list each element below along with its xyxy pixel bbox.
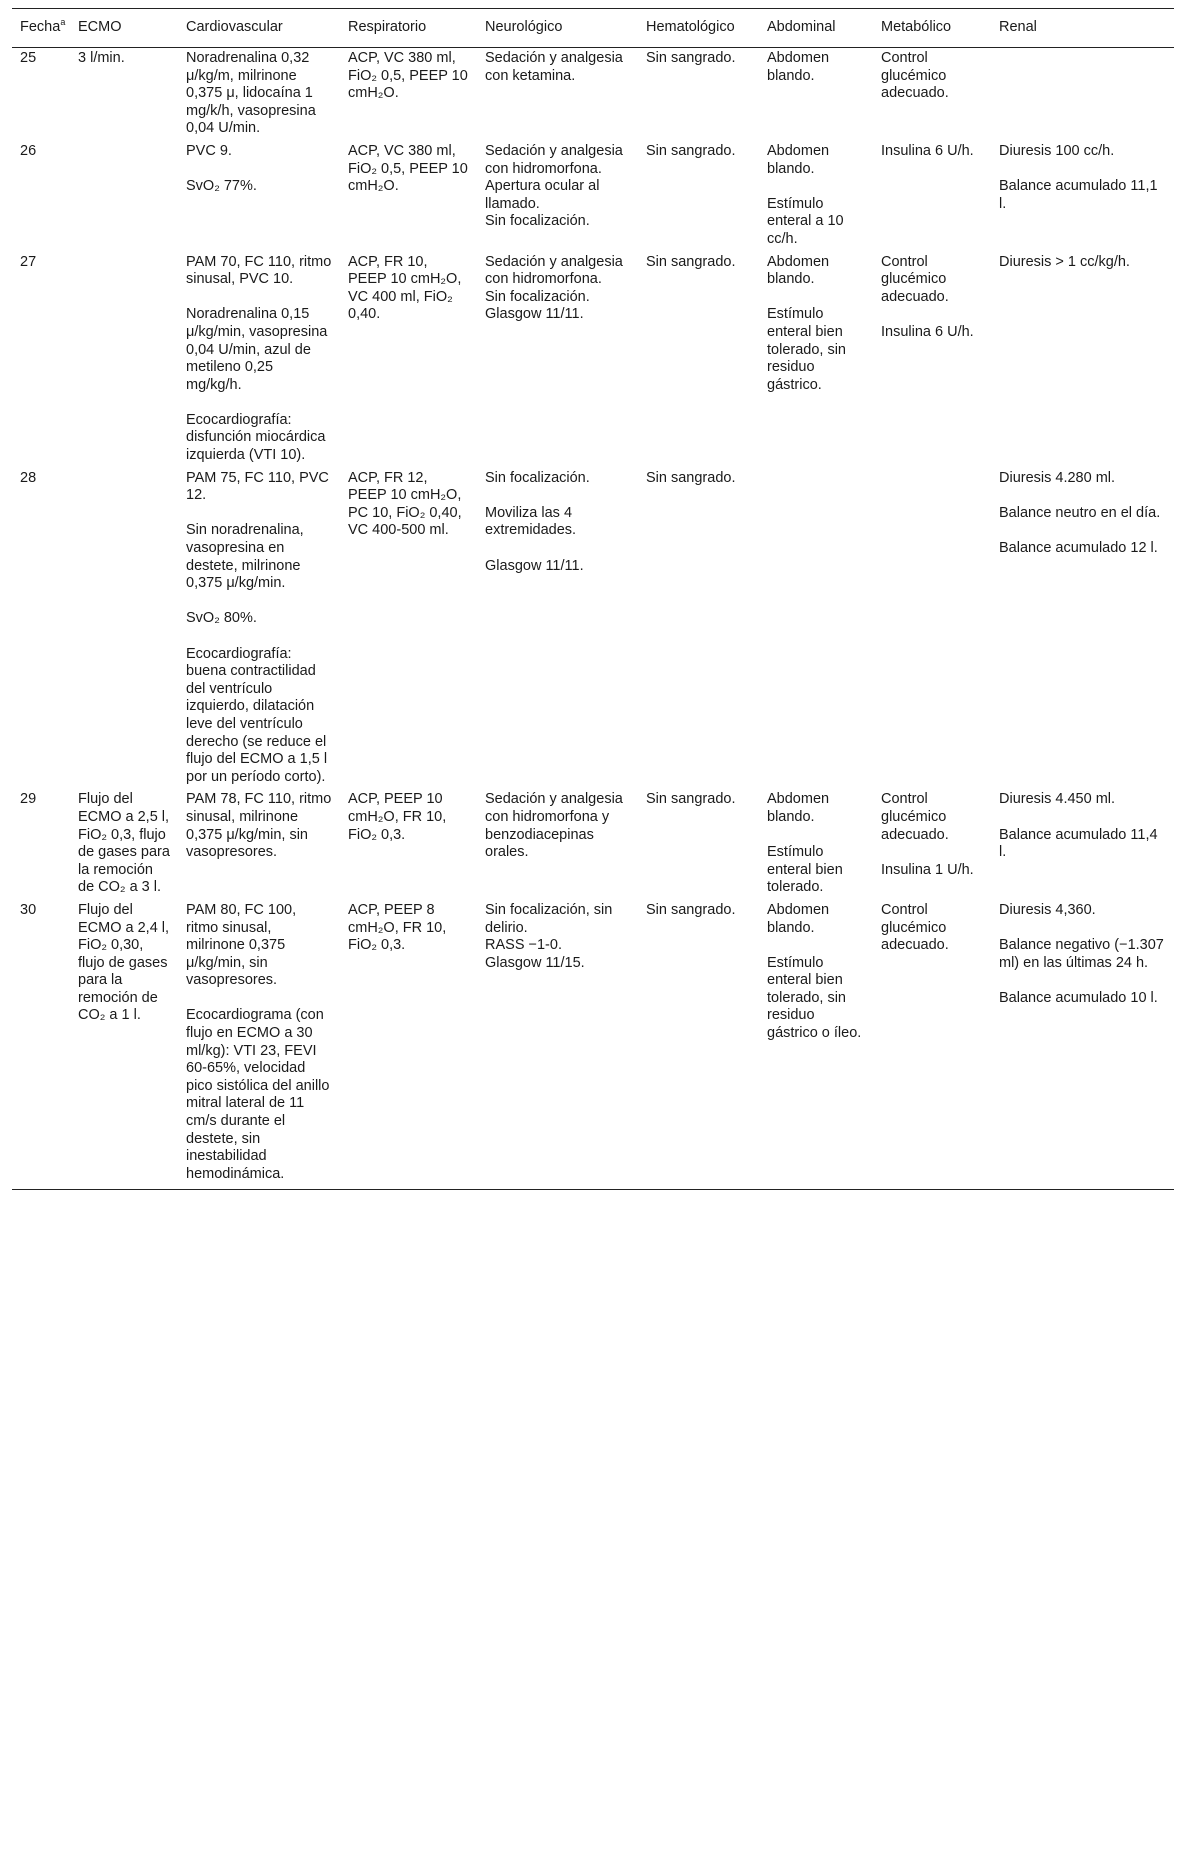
cell-respiratorio: ACP, VC 380 ml, FiO₂ 0,5, PEEP 10 cmH₂O. — [348, 50, 468, 102]
header-row — [12, 9, 1174, 48]
cell-hematologico: Sin sangrado. — [646, 142, 736, 159]
cell-abdominal: Abdomen blando. Estímulo enteral a 10 cc/h. — [767, 142, 844, 247]
cell-metabolico: Control glucémico adecuado. — [881, 50, 949, 102]
header-fecha-label: Fecha — [20, 19, 61, 36]
cell-abdominal: Abdomen blando. Estímulo enteral bien tolerado, sin residuo gástrico. — [767, 253, 846, 393]
cell-renal — [991, 48, 1174, 141]
header-cardiovascular: Cardiovascular — [178, 9, 340, 48]
header-hematologico: Hematológico — [638, 9, 759, 48]
table-body — [12, 48, 1174, 1190]
cell-fecha: 26 — [20, 142, 37, 159]
cell-renal: Diuresis 4.280 ml. Balance neutro en el día. Balance acumulado 12 l. — [999, 469, 1161, 557]
header-fecha — [12, 9, 70, 48]
cell-respiratorio: ACP, PEEP 8 cmH₂O, FR 10, FiO₂ 0,3. — [340, 900, 477, 1190]
cell-metabolico — [873, 468, 991, 790]
cell-cardiovascular: PVC 9. SvO₂ 77%. — [186, 142, 257, 195]
table-row — [12, 789, 1174, 900]
table-row — [12, 48, 1174, 141]
header-abdominal: Abdominal — [759, 9, 873, 48]
cell-fecha: 30 — [12, 900, 70, 1190]
cell-ecmo: Flujo del ECMO a 2,5 l, FiO₂ 0,3, flujo de gases para la remoción de CO₂ a 3 l. — [78, 791, 170, 896]
cell-hematologico: Sin sangrado. — [638, 900, 759, 1190]
cell-hematologico: Sin sangrado. — [646, 791, 736, 808]
cell-abdominal: Abdomen blando. — [767, 50, 830, 84]
table-row — [12, 141, 1174, 252]
cell-fecha: 27 — [20, 253, 37, 270]
cell-fecha: 28 — [20, 469, 37, 486]
header-renal: Renal — [991, 9, 1174, 48]
table-row — [12, 468, 1174, 790]
cell-hematologico: Sin sangrado. — [646, 469, 736, 486]
header-fecha-footnote: a — [60, 17, 66, 28]
cell-abdominal: Abdomen blando. Estímulo enteral bien tolerado, sin residuo gástrico o íleo. — [759, 900, 873, 1190]
cell-fecha: 29 — [20, 791, 37, 808]
table-header — [12, 9, 1174, 48]
cell-metabolico: Control glucémico adecuado. — [873, 900, 991, 1190]
cell-renal: Diuresis 4,360. Balance negativo (−1.307 ml) en las últimas 24 h. Balance acumulado 10 l. — [991, 900, 1174, 1190]
cell-ecmo: Flujo del ECMO a 2,4 l, FiO₂ 0,30, flujo de gases para la remoción de CO₂ a 1 l. — [70, 900, 178, 1190]
cell-hematologico: Sin sangrado. — [646, 253, 736, 270]
clinical-evolution-table — [12, 8, 1174, 1190]
cell-ecmo: 3 l/min. — [78, 50, 125, 66]
header-metabolico: Metabólico — [873, 9, 991, 48]
cell-neurologico: Sin focalización, sin delirio. RASS −1-0. Glasgow 11/15. — [477, 900, 638, 1190]
header-neurologico: Neurológico — [477, 9, 638, 48]
cell-neurologico: Sin focalización. Moviliza las 4 extremidades. Glasgow 11/11. — [485, 469, 590, 574]
cell-respiratorio: ACP, FR 10, PEEP 10 cmH₂O, VC 400 ml, FiO₂ 0,40. — [348, 253, 462, 323]
header-ecmo: ECMO — [70, 9, 178, 48]
cell-ecmo — [70, 252, 178, 468]
cell-metabolico: Control glucémico adecuado. Insulina 1 U/h. — [881, 791, 974, 878]
cell-abdominal — [759, 468, 873, 790]
cell-cardiovascular: PAM 70, FC 110, ritmo sinusal, PVC 10. Noradrenalina 0,15 μ/kg/min, vasopresina 0,04 U/min, azul de metileno 0,25 mg/kg/h. Ecocardiografía: disfunción miocárdica izquierda (VTI 10). — [186, 253, 332, 464]
cell-renal: Diuresis 4.450 ml. Balance acumulado 11,4 l. — [999, 791, 1158, 861]
header-respiratorio: Respiratorio — [340, 9, 477, 48]
cell-cardiovascular: Noradrenalina 0,32 μ/kg/m, milrinone 0,375 μ, lidocaína 1 mg/k/h, vasopresina 0,04 U/min. — [186, 50, 316, 137]
cell-renal: Diuresis 100 cc/h. Balance acumulado 11,1 l. — [999, 142, 1158, 212]
cell-fecha: 25 — [20, 50, 37, 66]
cell-neurologico: Sedación y analgesia con hidromorfona y benzodiacepinas orales. — [485, 791, 623, 861]
cell-cardiovascular: PAM 75, FC 110, PVC 12. Sin noradrenalina, vasopresina en destete, milrinone 0,375 μ/kg/min. SvO₂ 80%. Ecocardiografía: buena contractilidad del ventrículo izquierdo, dilatación leve del ventrículo derecho (se reduce el flujo del ECMO a 1,5 l por un período corto). — [186, 469, 329, 785]
cell-abdominal: Abdomen blando. Estímulo enteral bien tolerado. — [767, 791, 843, 896]
cell-cardiovascular: PAM 80, FC 100, ritmo sinusal, milrinone 0,375 μ/kg/min, sin vasopresores. Ecocardiograma (con flujo en ECMO a 30 ml/kg): VTI 23, FEVI 60-65%, velocidad pico sistólica del anillo mitral lateral de 11 cm/s durante el destete, sin inestabilidad hemodinámica. — [178, 900, 340, 1190]
cell-ecmo — [70, 141, 178, 252]
cell-renal: Diuresis > 1 cc/kg/h. — [999, 253, 1130, 270]
cell-metabolico: Insulina 6 U/h. — [881, 142, 974, 159]
cell-metabolico: Control glucémico adecuado. Insulina 6 U/h. — [881, 253, 974, 340]
cell-neurologico: Sedación y analgesia con hidromorfona. Apertura ocular al llamado. Sin focalización. — [485, 142, 623, 230]
cell-respiratorio: ACP, VC 380 ml, FiO₂ 0,5, PEEP 10 cmH₂O. — [348, 142, 468, 195]
cell-neurologico: Sedación y analgesia con hidromorfona. Sin focalización. Glasgow 11/11. — [485, 253, 623, 323]
cell-cardiovascular: PAM 78, FC 110, ritmo sinusal, milrinone 0,375 μ/kg/min, sin vasopresores. — [186, 791, 332, 861]
cell-ecmo — [70, 468, 178, 790]
cell-respiratorio: ACP, PEEP 10 cmH₂O, FR 10, FiO₂ 0,3. — [348, 791, 447, 843]
cell-respiratorio: ACP, FR 12, PEEP 10 cmH₂O, PC 10, FiO₂ 0,40, VC 400-500 ml. — [348, 469, 462, 539]
table-row — [12, 900, 1174, 1190]
cell-hematologico: Sin sangrado. — [646, 50, 736, 66]
table-row — [12, 252, 1174, 468]
cell-neurologico: Sedación y analgesia con ketamina. — [485, 50, 623, 84]
